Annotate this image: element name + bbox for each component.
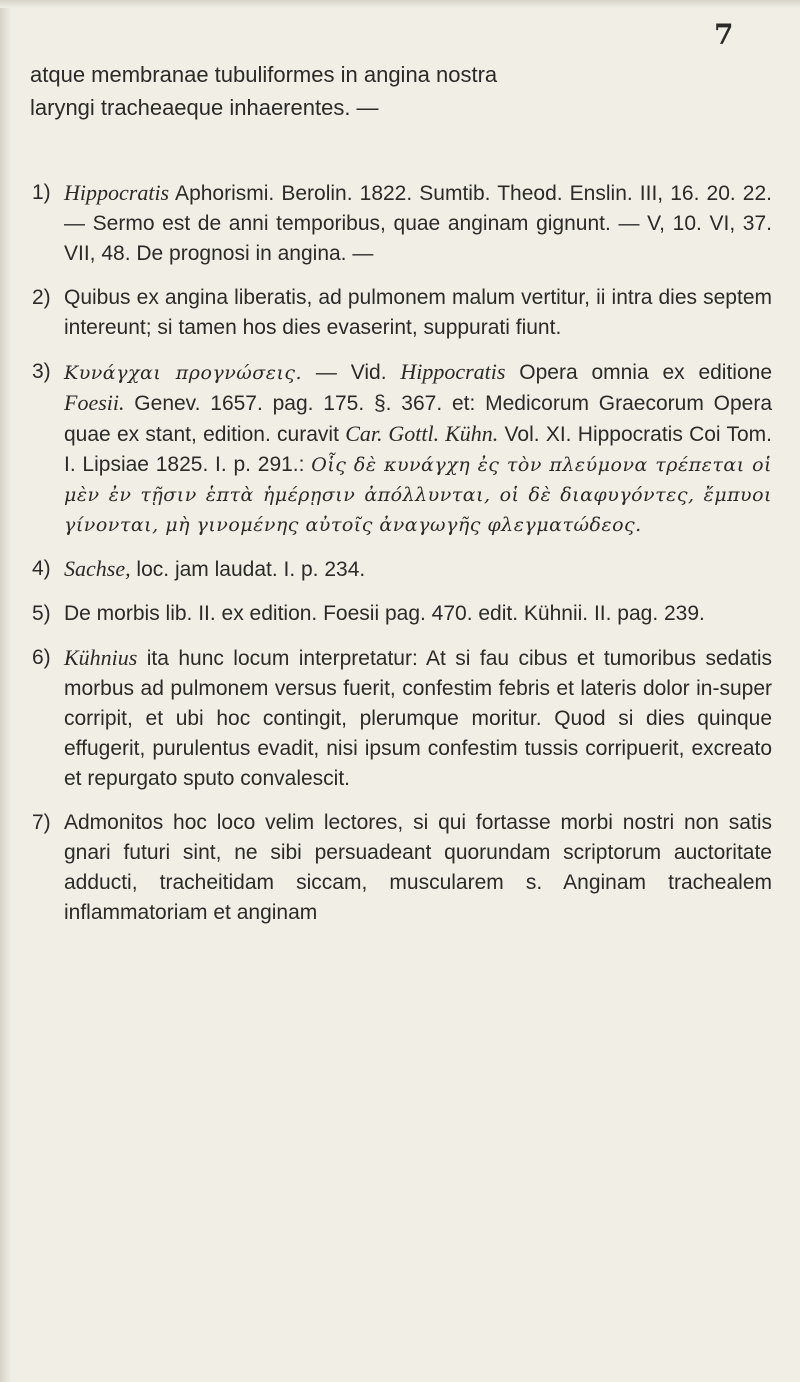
footnote-text <box>64 643 772 794</box>
footnote-number: 3) <box>32 360 51 383</box>
footnote-text <box>64 599 772 629</box>
intro-line: laryngi tracheaeque inhaerentes. — <box>30 95 379 120</box>
top-edge-shadow <box>0 0 800 8</box>
footnote-segment: — Vid. <box>302 361 401 384</box>
footnote-segment: Aphorismi. Berolin. 1822. Sumtib. Theod. Enslin. III, 16. 20. 22. — Sermo est de anni temporibus, quae anginam gignunt. — V, 10. VI, 37. VII, 48. De prognosi in angina. — <box>64 182 772 265</box>
footnote-segment: Admonitos hoc loco velim lectores, si qui fortasse morbi nostri non satis gnari futuri sint, ne sibi persuadeant quorundam scriptorum auctoritate adducti, tracheitidam siccam, muscularem s. Anginam trachealem inflammatoriam et anginam <box>64 811 772 924</box>
footnote-number: 1) <box>32 181 51 204</box>
italic-reference: Foesii. <box>64 390 125 415</box>
footnote-number: 5) <box>32 602 51 625</box>
footnote-number: 4) <box>32 557 51 580</box>
footnote-segment: loc. jam laudat. I. p. 234. <box>130 558 366 581</box>
italic-reference: Car. Gottl. Kühn. <box>345 421 499 446</box>
footnote-segment: Genev. 1657. pag. 175. §. 367. et: Medicorum Graecorum Opera quae ex stant, edition. curavit <box>64 392 772 446</box>
footnote-text <box>64 283 772 343</box>
italic-reference: Hippocratis <box>400 359 506 384</box>
footnote-text <box>64 554 772 585</box>
footnote-text <box>64 357 772 540</box>
footnote-segment: De morbis lib. II. ex edition. Foesii pag. 470. edit. Kühnii. II. pag. 239. <box>64 602 705 625</box>
footnote <box>32 283 772 343</box>
footnote-segment: Quibus ex angina liberatis, ad pulmonem malum vertitur, ii intra dies septem intereunt; si tamen hos dies evaserint, suppurati fiunt. <box>64 286 772 339</box>
footnote-segment: Vol. XI. Hippocratis Coi Tom. I. Lipsiae 1825. I. p. 291.: <box>64 423 773 476</box>
footnote <box>32 643 772 794</box>
footnote-text <box>64 808 772 928</box>
footnote <box>32 599 772 629</box>
footnote-segment: Opera omnia ex editione <box>505 361 773 384</box>
footnote-text <box>64 178 772 269</box>
greek-quotation: Κυνάγχαι προγνώσεις. <box>64 362 303 384</box>
footnote <box>32 808 772 928</box>
footnote <box>32 357 772 540</box>
footnote-number: 7) <box>32 811 51 834</box>
footnote-segment: ita hunc locum interpretatur: At si fau cibus et tumoribus sedatis morbus ad pulmonem versus fuerit, confestim febris et lateris dolor in-super corripit, et ubi hoc contingit, plerumque moritur. Quod si dies quinque effugerit, purulentus evadit, nisi ipsum confestim tussis corripuerit, excreato et repurgato sputo convalescit. <box>64 647 772 790</box>
footnote <box>32 554 772 585</box>
footnotes-list <box>32 178 772 942</box>
footnote-number: 2) <box>32 286 51 309</box>
intro-line: atque membranae tubuliformes in angina nostra <box>30 62 498 87</box>
italic-reference: Kühnius <box>64 645 138 670</box>
footnote <box>32 178 772 269</box>
footnote-number: 6) <box>32 646 51 669</box>
binding-edge <box>0 0 12 1382</box>
page-number: 7 <box>714 18 734 51</box>
italic-reference: Hippocratis <box>64 180 170 205</box>
italic-reference: Sachse, <box>64 556 131 581</box>
intro-text <box>30 58 770 124</box>
greek-quotation: Οἷς δὲ κυνάγχη ἐς τὸν πλεύμονα τρέπεται οἱ μὲν ἐν τῇσιν ἑπτὰ ἡμέρῃσιν ἀπόλλυνται, οἱ δὲ διαφυγόντες, ἔμπυοι γίνονται, μὴ γινομένης αὐτοῖς ἀναγωγῆς φλεγματώδεος. <box>64 454 772 536</box>
